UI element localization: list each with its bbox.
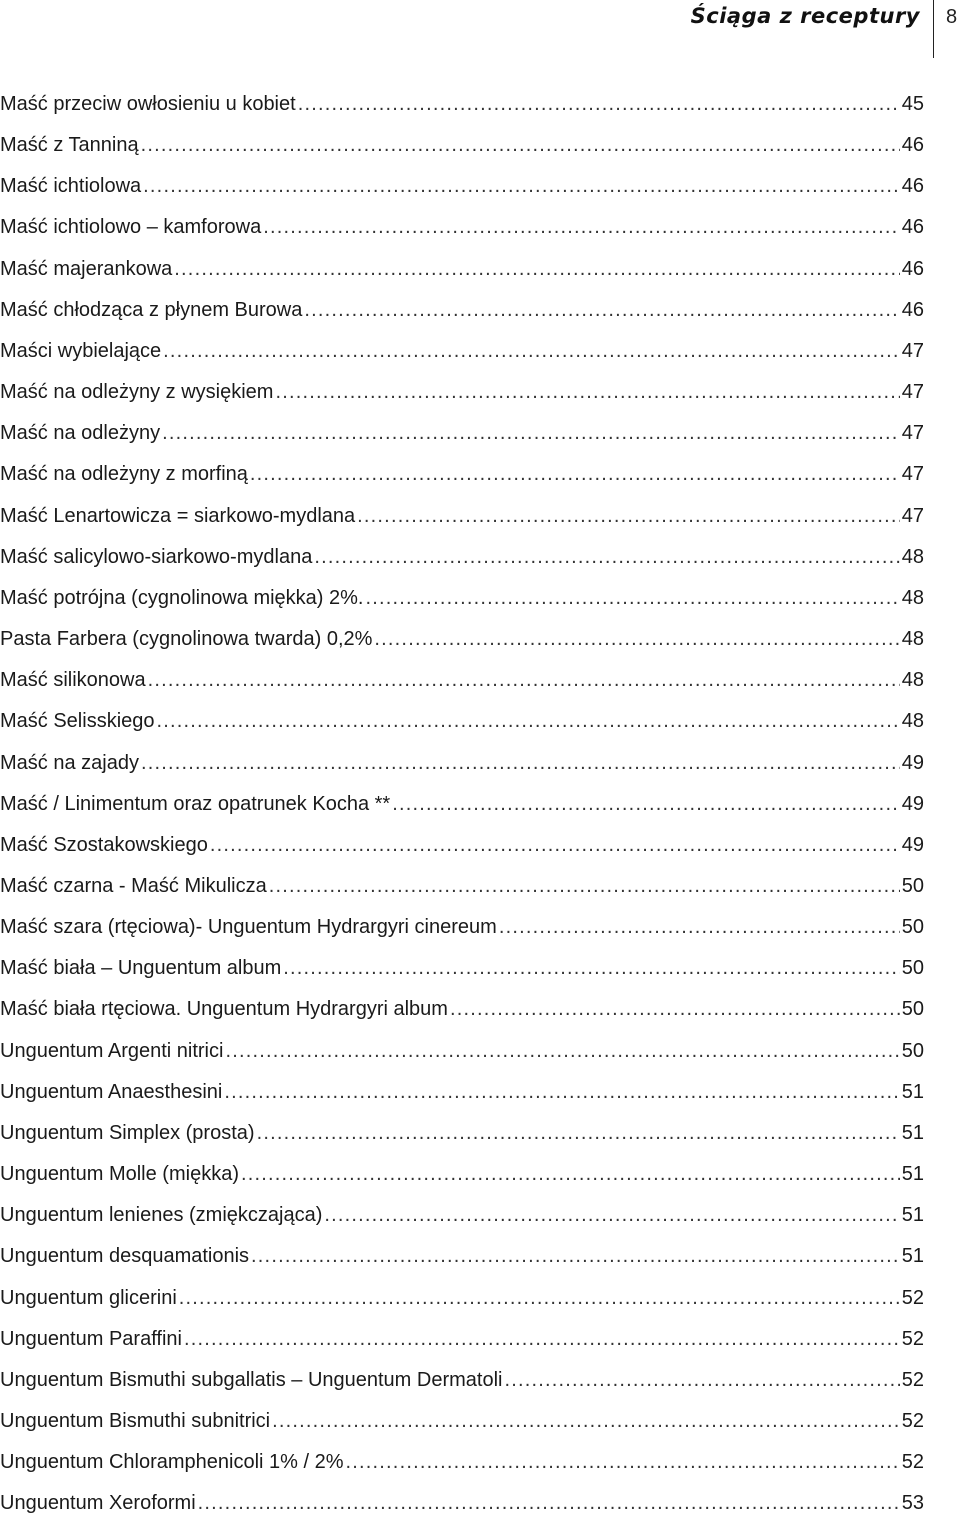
toc-entry-page: 46	[901, 298, 924, 321]
toc-dot-leader	[272, 1401, 900, 1442]
toc-entry-title: Unguentum desquamationis	[0, 1245, 250, 1268]
toc-entry[interactable]	[0, 1154, 924, 1195]
toc-entry[interactable]	[0, 84, 924, 125]
toc-entry-title: Maść majerankowa	[0, 257, 173, 280]
toc-entry-page: 50	[901, 874, 924, 897]
toc-dot-leader	[499, 907, 900, 948]
toc-entry-page: 46	[901, 216, 924, 239]
toc-entry-page: 50	[901, 916, 924, 939]
toc-entry[interactable]	[0, 1278, 924, 1319]
toc-entry[interactable]	[0, 866, 924, 907]
toc-entry[interactable]	[0, 1113, 924, 1154]
toc-dot-leader	[162, 413, 900, 454]
toc-dot-leader	[283, 948, 899, 989]
toc-dot-leader	[141, 125, 900, 166]
toc-dot-leader	[143, 166, 900, 207]
toc-entry-page: 48	[901, 628, 924, 651]
toc-entry[interactable]	[0, 1401, 924, 1442]
toc-dot-leader	[163, 331, 900, 372]
toc-entry[interactable]	[0, 496, 924, 537]
toc-entry-page: 51	[901, 1080, 924, 1103]
toc-entry[interactable]	[0, 249, 924, 290]
toc-entry[interactable]	[0, 454, 924, 495]
toc-entry-page: 48	[901, 586, 924, 609]
toc-dot-leader	[250, 454, 900, 495]
toc-entry-title: Unguentum lenienes (zmiękczająca)	[0, 1204, 323, 1227]
toc-entry-page: 47	[901, 381, 924, 404]
toc-entry-page: 49	[901, 833, 924, 856]
toc-dot-leader	[314, 537, 899, 578]
toc-entry-title: Maść / Linimentum oraz opatrunek Kocha **	[0, 792, 391, 815]
toc-entry-page: 47	[901, 463, 924, 486]
toc-dot-leader	[157, 701, 900, 742]
toc-entry[interactable]	[0, 660, 924, 701]
toc-entry[interactable]	[0, 413, 924, 454]
toc-entry-page: 46	[901, 134, 924, 157]
toc-entry-title: Unguentum Paraffini	[0, 1327, 182, 1350]
toc-entry[interactable]	[0, 1483, 924, 1524]
toc-dot-leader	[275, 372, 899, 413]
toc-entry-title: Maść na zajady	[0, 751, 139, 774]
toc-dot-leader	[148, 660, 900, 701]
toc-entry-page: 47	[901, 339, 924, 362]
toc-entry-page: 53	[901, 1492, 924, 1515]
toc-entry-title: Maść salicylowo-siarkowo-mydlana	[0, 545, 313, 568]
toc-dot-leader	[225, 1031, 899, 1072]
toc-dot-leader	[366, 578, 900, 619]
toc-entry[interactable]	[0, 743, 924, 784]
toc-dot-leader	[251, 1236, 900, 1277]
toc-dot-leader	[241, 1154, 900, 1195]
toc-dot-leader	[450, 989, 900, 1030]
toc-dot-leader	[324, 1195, 899, 1236]
toc-entry-title: Maść chłodząca z płynem Burowa	[0, 298, 303, 321]
toc-entry-title: Unguentum Chloramphenicoli 1% / 2%	[0, 1451, 344, 1474]
toc-entry-page: 51	[901, 1121, 924, 1144]
toc-entry-title: Maść na odleżyny z morfiną	[0, 463, 248, 486]
toc-entry-title: Maść przeciw owłosieniu u kobiet	[0, 93, 296, 115]
toc-entry-page: 50	[901, 998, 924, 1021]
toc-entry-title: Maść szara (rtęciowa)- Unguentum Hydrargyri cinereum	[0, 916, 497, 939]
toc-entry-page: 50	[901, 957, 924, 980]
toc-entry[interactable]	[0, 784, 924, 825]
toc-entry-title: Unguentum Argenti nitrici	[0, 1039, 224, 1062]
toc-entry[interactable]	[0, 125, 924, 166]
toc-entry[interactable]	[0, 989, 924, 1030]
toc-entry-page: 45	[901, 93, 924, 115]
toc-entry[interactable]	[0, 1195, 924, 1236]
toc-entry-title: Unguentum glicerini	[0, 1286, 177, 1309]
toc-entry-page: 50	[901, 1039, 924, 1062]
toc-dot-leader	[198, 1483, 900, 1524]
toc-entry-page: 52	[901, 1410, 924, 1432]
toc-entry-page: 48	[901, 710, 924, 733]
toc-entry-page: 51	[901, 1163, 924, 1186]
toc-entry[interactable]	[0, 207, 924, 248]
toc-entry-title: Unguentum Bismuthi subnitrici	[0, 1410, 271, 1432]
toc-entry-page: 52	[901, 1286, 924, 1309]
toc-entry-title: Maść na odleżyny	[0, 422, 161, 445]
toc-entry-page: 46	[901, 175, 924, 198]
toc-dot-leader	[179, 1278, 900, 1319]
toc-entry-page: 48	[901, 545, 924, 568]
toc-entry[interactable]	[0, 1319, 924, 1360]
toc-entry-title: Maść Szostakowskiego	[0, 833, 208, 856]
toc-entry[interactable]	[0, 1072, 924, 1113]
toc-entry-page: 47	[901, 422, 924, 445]
toc-entry[interactable]	[0, 1360, 924, 1401]
toc-dot-leader	[357, 496, 900, 537]
toc-entry[interactable]	[0, 372, 924, 413]
toc-entry[interactable]	[0, 619, 924, 660]
toc-entry-title: Unguentum Anaesthesini	[0, 1080, 223, 1103]
toc-entry-page: 49	[901, 792, 924, 815]
toc-entry-title: Pasta Farbera (cygnolinowa twarda) 0,2%	[0, 628, 373, 651]
toc-entry[interactable]	[0, 1031, 924, 1072]
toc-dot-leader	[224, 1072, 899, 1113]
toc-dot-leader	[269, 866, 900, 907]
toc-entry-title: Unguentum Xeroformi	[0, 1492, 196, 1515]
table-of-contents	[0, 84, 924, 1524]
page-number: 8	[946, 6, 958, 28]
toc-dot-leader	[263, 207, 900, 248]
header-title: Ściąga z receptury	[690, 4, 920, 28]
toc-entry-title: Maść silikonowa	[0, 669, 146, 692]
toc-entry-page: 52	[901, 1451, 924, 1474]
toc-entry-title: Maść potrójna (cygnolinowa miękka) 2%.	[0, 586, 364, 609]
header-divider	[933, 0, 934, 58]
toc-entry-title: Maści wybielające	[0, 339, 162, 362]
toc-entry-title: Unguentum Bismuthi subgallatis – Unguentum Dermatoli	[0, 1368, 503, 1391]
toc-entry-title: Maść czarna - Maść Mikulicza	[0, 874, 267, 897]
toc-dot-leader	[257, 1113, 900, 1154]
toc-dot-leader	[174, 249, 899, 290]
page-header	[0, 0, 960, 58]
toc-entry-title: Maść na odleżyny z wysiękiem	[0, 381, 274, 404]
toc-entry-title: Unguentum Simplex (prosta)	[0, 1121, 255, 1144]
toc-entry[interactable]	[0, 290, 924, 331]
toc-entry[interactable]	[0, 907, 924, 948]
toc-dot-leader	[304, 290, 899, 331]
toc-entry[interactable]	[0, 1442, 924, 1483]
toc-entry[interactable]	[0, 701, 924, 742]
toc-entry-title: Maść ichtiolowo – kamforowa	[0, 216, 262, 239]
toc-entry-page: 49	[901, 751, 924, 774]
toc-dot-leader	[184, 1319, 900, 1360]
toc-entry-title: Maść ichtiolowa	[0, 175, 142, 198]
toc-entry[interactable]	[0, 537, 924, 578]
toc-entry-title: Maść biała rtęciowa. Unguentum Hydrargyri album	[0, 998, 448, 1021]
toc-entry[interactable]	[0, 578, 924, 619]
toc-dot-leader	[210, 825, 900, 866]
toc-entry-page: 51	[901, 1245, 924, 1268]
toc-dot-leader	[346, 1442, 900, 1483]
toc-dot-leader	[298, 84, 900, 125]
toc-entry[interactable]	[0, 1236, 924, 1277]
toc-entry[interactable]	[0, 825, 924, 866]
toc-dot-leader	[374, 619, 899, 660]
toc-entry-page: 52	[901, 1327, 924, 1350]
toc-entry[interactable]	[0, 948, 924, 989]
toc-entry[interactable]	[0, 166, 924, 207]
toc-entry-page: 47	[901, 504, 924, 527]
toc-dot-leader	[141, 743, 900, 784]
toc-entry-page: 48	[901, 669, 924, 692]
toc-dot-leader	[504, 1360, 899, 1401]
toc-entry-title: Maść Selisskiego	[0, 710, 155, 733]
toc-entry-title: Unguentum Molle (miękka)	[0, 1163, 239, 1186]
toc-entry-page: 52	[901, 1368, 924, 1391]
toc-entry[interactable]	[0, 331, 924, 372]
toc-entry-title: Maść z Tanniną	[0, 134, 139, 157]
toc-entry-title: Maść biała – Unguentum album	[0, 957, 282, 980]
toc-entry-page: 46	[901, 257, 924, 280]
toc-dot-leader	[392, 784, 900, 825]
toc-entry-title: Maść Lenartowicza = siarkowo-mydlana	[0, 504, 356, 527]
toc-entry-page: 51	[901, 1204, 924, 1227]
